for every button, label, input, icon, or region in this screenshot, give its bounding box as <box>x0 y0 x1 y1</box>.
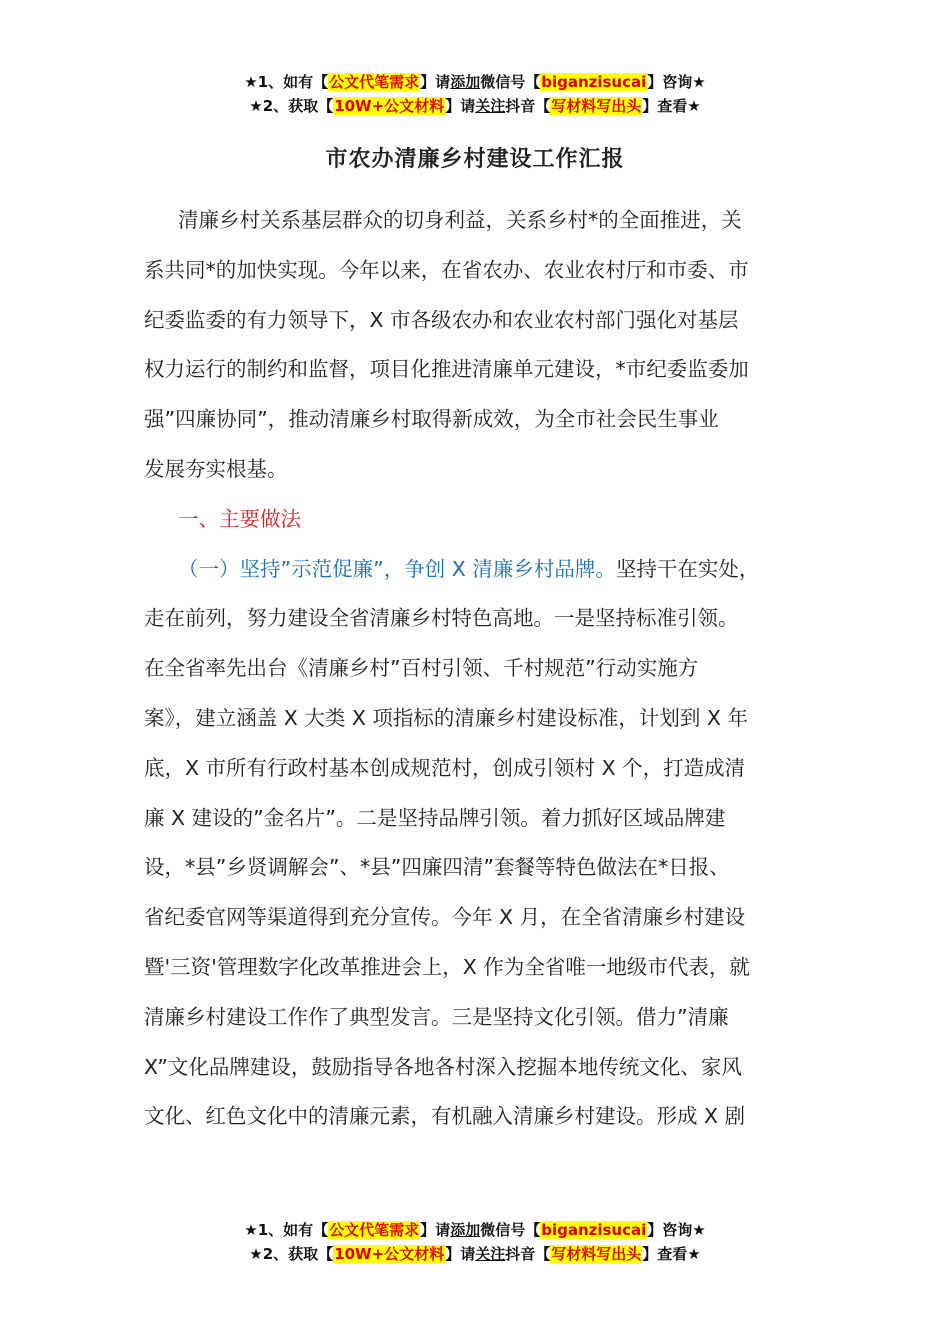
document-title: 市农办清廉乡村建设工作汇报 <box>325 147 625 172</box>
top-promo-banner <box>0 70 950 118</box>
paragraph-line: 案》，建立涵盖 X 大类 X 项指标的清廉乡村建设标准，计划到 X 年 <box>144 705 748 730</box>
paragraph-line: 清廉乡村建设工作作了典型发言。三是坚持文化引领。借力”清廉 <box>144 1004 729 1029</box>
subsection-heading: （一）坚持”示范促廉”，争创 X 清廉乡村品牌。 <box>178 556 616 581</box>
wechat-id: biganzisucai <box>541 73 647 91</box>
promo-highlight: 公文代笔需求 <box>329 1221 420 1239</box>
paragraph-line: X”文化品牌建设，鼓励指导各地各村深入挖掘本地传统文化、家风 <box>144 1054 742 1079</box>
promo-line-2: ★2、获取【10W+公文材料】请关注抖音【写材料写出头】查看★ <box>249 97 701 115</box>
paragraph-line: 底，X 市所有行政村基本创成规范村，创成引领村 X 个，打造成清 <box>144 755 746 780</box>
paragraph-line: 设，*县”乡贤调解会”、*县”四廉四清”套餐等特色做法在*日报、 <box>144 855 730 880</box>
paragraph-line: 文化、红色文化中的清廉元素，有机融入清廉乡村建设。形成 X 剧 <box>144 1104 746 1129</box>
paragraph-line: 暨'三资'管理数字化改革推进会上，X 作为全省唯一地级市代表，就 <box>144 954 750 979</box>
paragraph-line: 清廉乡村关系基层群众的切身利益，关系乡村*的全面推进，关 <box>178 208 742 232</box>
section-heading: 一、主要做法 <box>178 506 301 531</box>
douyin-account: 写材料写出头 <box>551 97 642 115</box>
bottom-promo-banner <box>0 1218 950 1266</box>
paragraph-line: 权力运行的制约和监督，项目化推进清廉单元建设，*市纪委监委加 <box>144 357 749 382</box>
paragraph-line: 强”四廉协同”，推动清廉乡村取得新成效，为全市社会民生事业 <box>144 407 719 432</box>
promo-line-2: ★2、获取【10W+公文材料】请关注抖音【写材料写出头】查看★ <box>249 1245 701 1263</box>
promo-line-1: ★1、如有【公文代笔需求】请添加微信号【biganzisucai】咨询★ <box>244 1221 706 1239</box>
promo-line-1: ★1、如有【公文代笔需求】请添加微信号【biganzisucai】咨询★ <box>244 73 706 91</box>
promo-highlight: 10W+公文材料 <box>334 1245 445 1263</box>
paragraph-line: 省纪委官网等渠道得到充分宣传。今年 X 月，在全省清廉乡村建设 <box>144 905 746 930</box>
document-body <box>144 196 834 1142</box>
paragraph-line: 走在前列，努力建设全省清廉乡村特色高地。一是坚持标准引领。 <box>144 606 739 631</box>
paragraph-line: 在全省率先出台《清廉乡村”百村引领、千村规范”行动实施方 <box>144 656 699 681</box>
wechat-id: biganzisucai <box>541 1221 647 1239</box>
douyin-account: 写材料写出头 <box>551 1245 642 1263</box>
paragraph-line: 廉 X 建设的”金名片”。二是坚持品牌引领。着力抓好区域品牌建 <box>144 805 726 830</box>
promo-highlight: 公文代笔需求 <box>329 73 420 91</box>
promo-highlight: 10W+公文材料 <box>334 97 445 115</box>
paragraph-line: 系共同*的加快实现。今年以来，在省农办、农业农村厅和市委、市 <box>144 257 749 282</box>
paragraph-line: 纪委监委的有力领导下，X 市各级农办和农业农村部门强化对基层 <box>144 307 739 332</box>
paragraph-line: 发展夯实根基。 <box>144 456 288 481</box>
subsection-line: （一）坚持”示范促廉”，争创 X 清廉乡村品牌。坚持干在实处， <box>178 556 760 581</box>
